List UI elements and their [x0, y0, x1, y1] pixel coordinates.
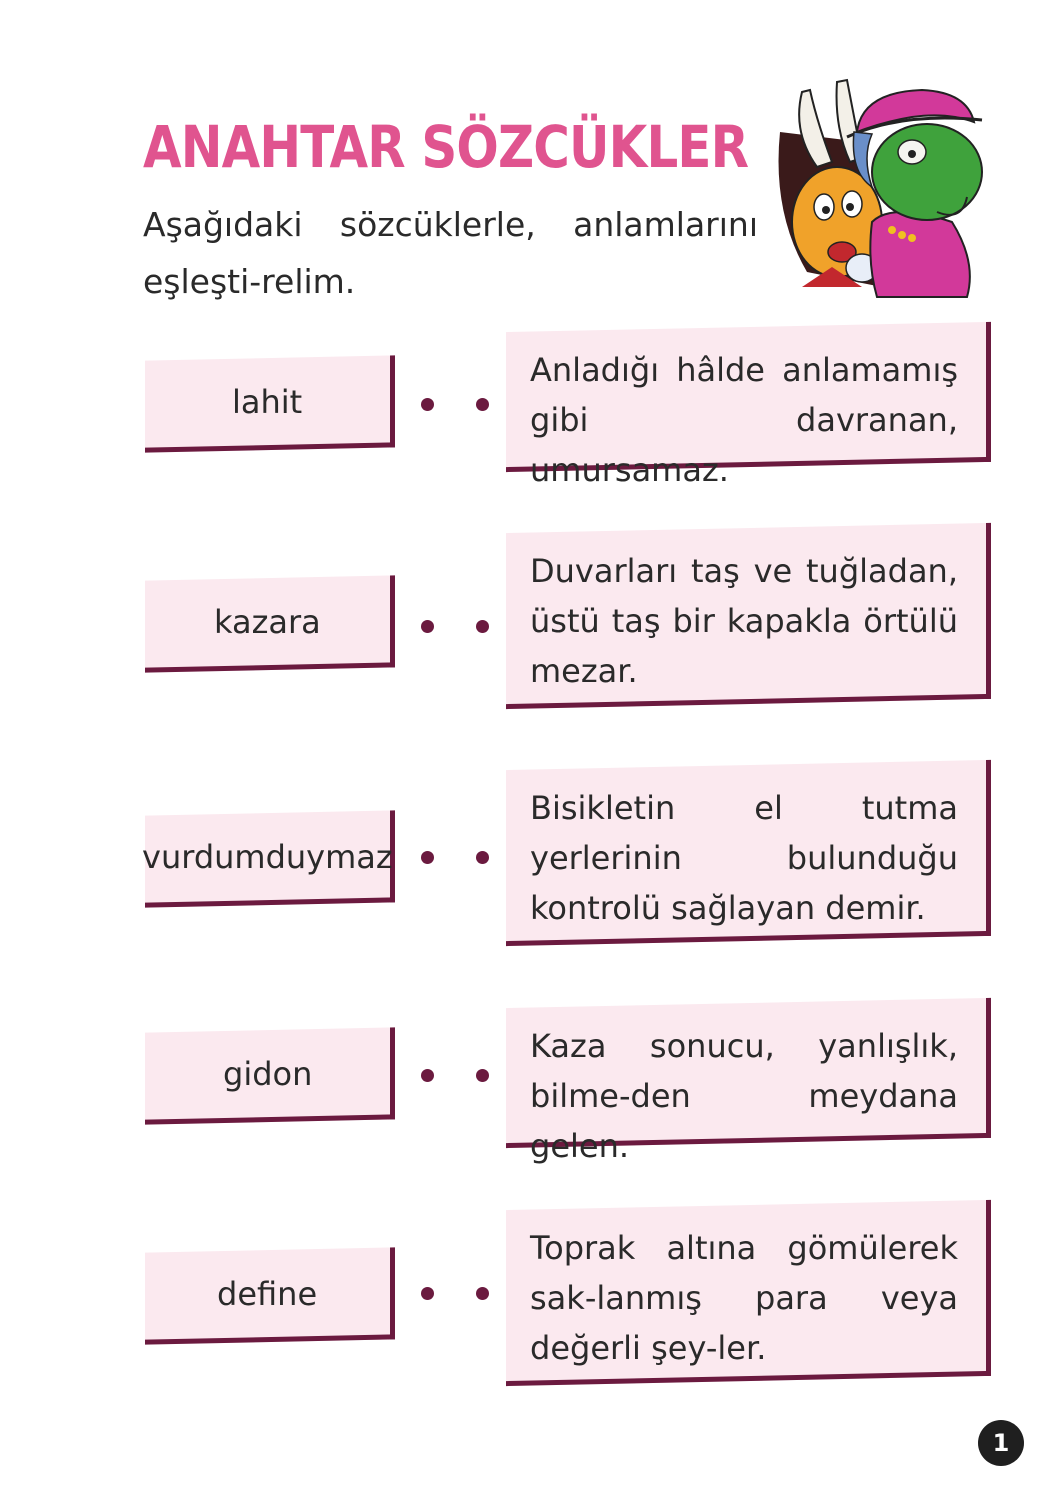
definition-dot-3[interactable] [476, 851, 489, 864]
definition-text: Anladığı hâlde anlamamış gibi davranan, umursamaz. [530, 351, 958, 490]
definition-text: Bisikletin el tutma yerlerinin bulunduğu kontrolü sağlayan demir. [530, 789, 958, 928]
word-dot-3[interactable] [421, 851, 434, 864]
definition-box-1[interactable] [506, 322, 991, 490]
page-title: ANAHTAR SÖZCÜKLER [143, 113, 749, 181]
word-box-lahit[interactable] [145, 355, 395, 452]
definition-box-4[interactable] [506, 998, 991, 1166]
instruction-text: Aşağıdaki sözcüklerle, anlamlarını eşleşti-relim. [143, 205, 758, 301]
word-box-vurdumduymaz[interactable] [142, 810, 395, 907]
word-box-kazara[interactable] [145, 575, 395, 672]
word-box-gidon[interactable] [145, 1027, 395, 1124]
word-dot-1[interactable] [421, 398, 434, 411]
word-box-define[interactable] [145, 1247, 395, 1344]
word-label: define [217, 1274, 318, 1313]
word-label: kazara [214, 602, 321, 641]
word-dot-2[interactable] [421, 620, 434, 633]
mascot-illustration [762, 72, 992, 300]
word-label: gidon [222, 1054, 313, 1093]
definition-dot-1[interactable] [476, 398, 489, 411]
word-label: vurdumduymaz [142, 837, 393, 876]
word-label: lahit [232, 382, 303, 421]
definition-dot-5[interactable] [476, 1287, 489, 1300]
definition-text: Duvarları taş ve tuğladan, üstü taş bir kapakla örtülü mezar. [530, 552, 958, 691]
definition-text: Toprak altına gömülerek sak-lanmış para veya değerli şey-ler. [530, 1229, 958, 1368]
definition-dot-2[interactable] [476, 620, 489, 633]
definition-box-2[interactable] [506, 523, 991, 709]
definition-box-5[interactable] [506, 1200, 991, 1386]
word-dot-4[interactable] [421, 1069, 434, 1082]
page-number-badge: 1 [978, 1420, 1024, 1466]
word-dot-5[interactable] [421, 1287, 434, 1300]
definition-box-3[interactable] [506, 760, 991, 946]
definition-dot-4[interactable] [476, 1069, 489, 1082]
definition-text: Kaza sonucu, yanlışlık, bilme-den meydana gelen. [530, 1027, 958, 1166]
